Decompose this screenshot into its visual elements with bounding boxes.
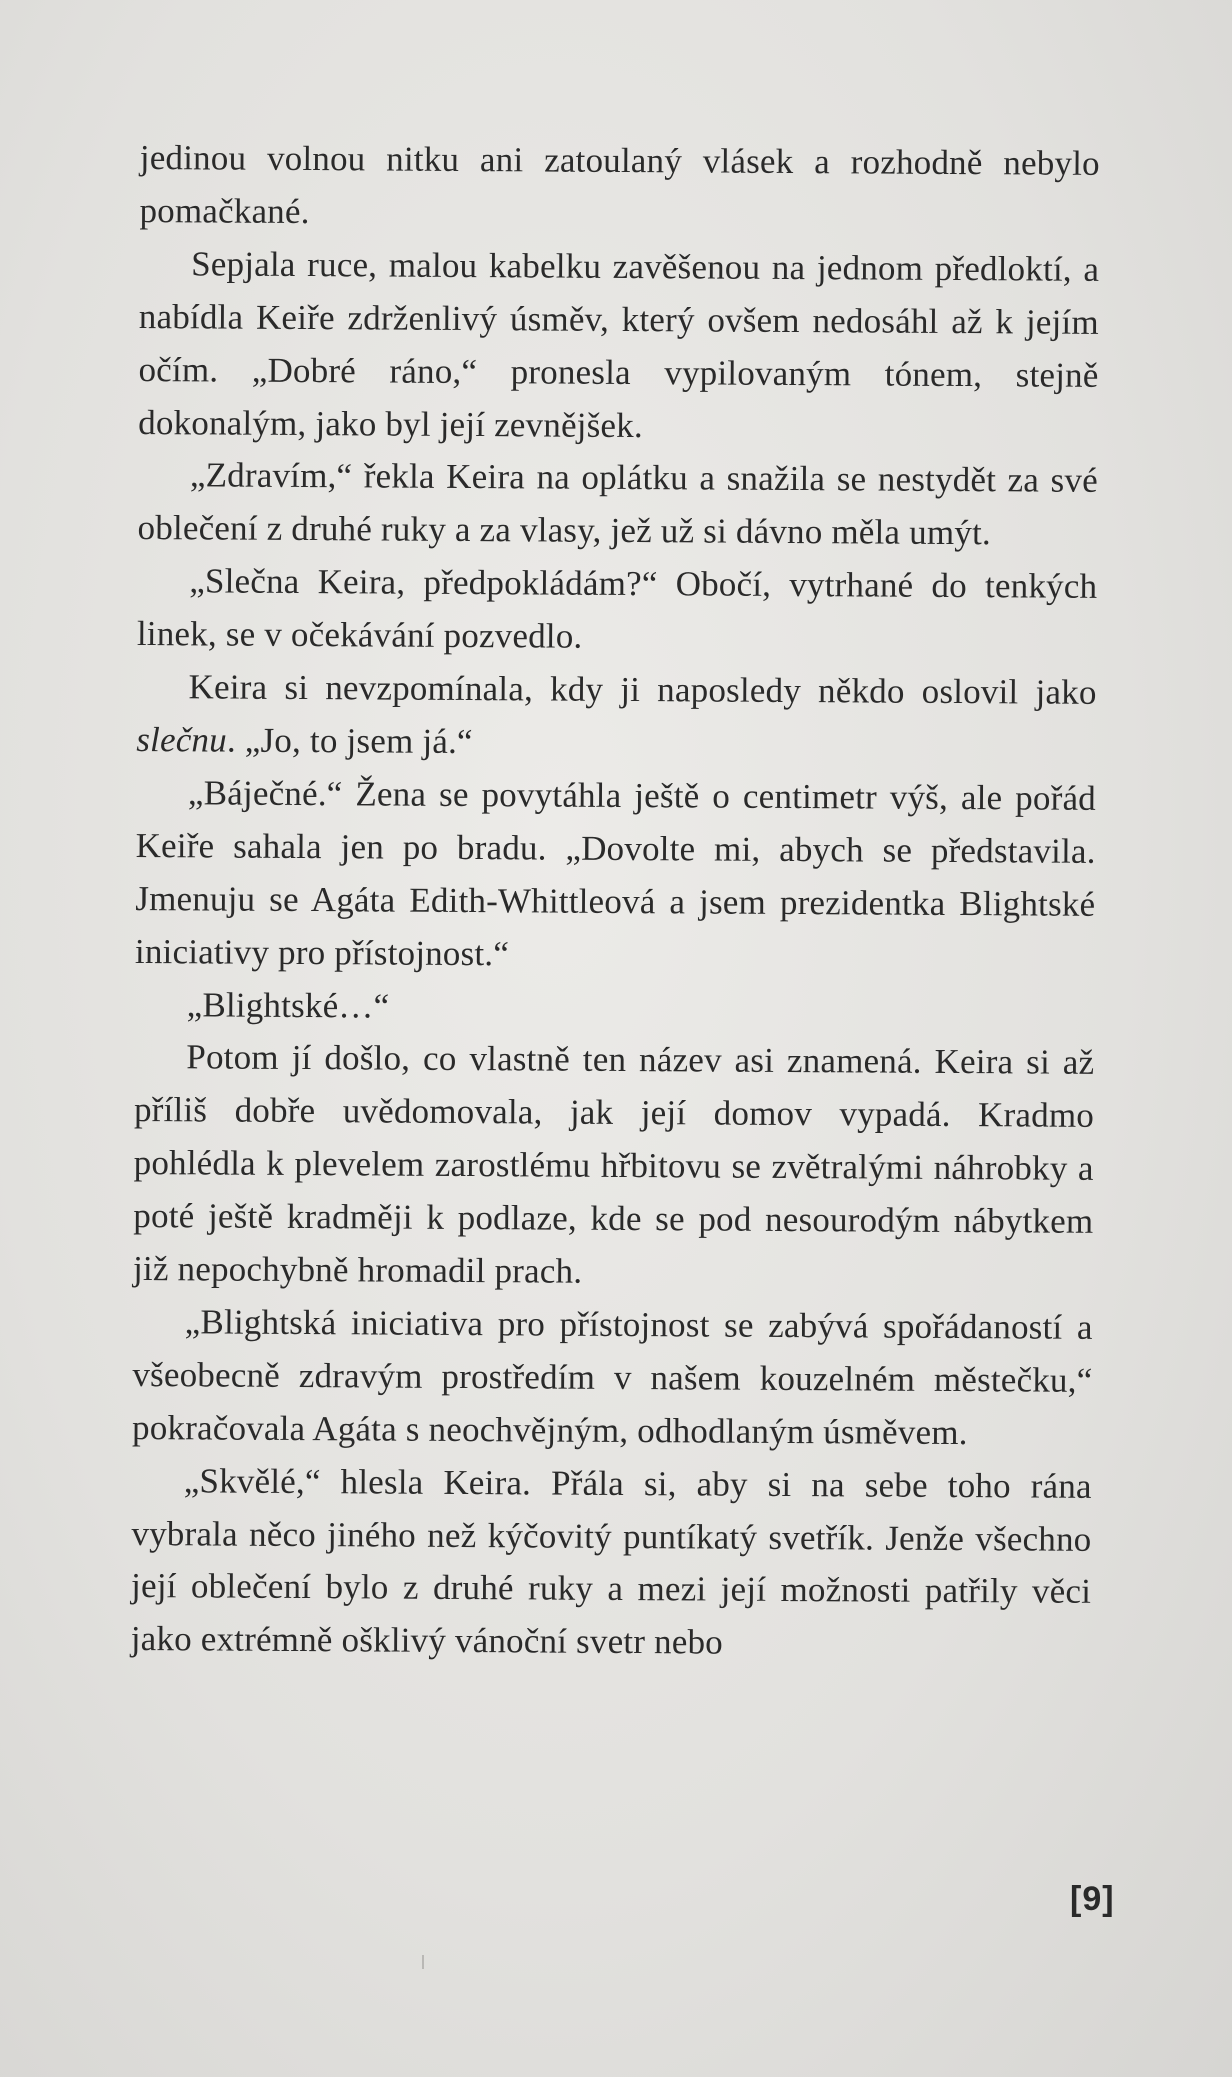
paragraph-5 [136, 661, 1097, 773]
text-run: „Blightské…“ [186, 984, 390, 1026]
paragraph-2 [138, 238, 1099, 455]
paragraph-6 [135, 767, 1096, 984]
paragraph-1 [139, 132, 1100, 244]
paragraph-4 [137, 555, 1098, 667]
body-text [131, 132, 1100, 1672]
italic-text: slečnu [136, 719, 228, 760]
paper-speck [422, 1955, 424, 1969]
text-run: „Slečna Keira, předpokládám?“ Obočí, vytrhané do tenkých linek, se v očekávání pozvedlo. [136, 561, 1098, 656]
text-run: „Skvělé,“ hlesla Keira. Přála si, aby si na sebe toho rána vybrala něco jiného než kýčovitý puntíkatý svetřík. Jenže všechno její oblečení bylo z druhé ruky a mezi její možnosti patřily věci jako extrémně ošklivý vánoční svetr nebo [130, 1460, 1092, 1662]
text-run: „Báječné.“ Žena se povytáhla ještě o centimetr výš, ale pořád Keiře sahala jen po bradu. „Dovolte mi, abych se představila. Jmenuju se Agáta Edith-Whittleová a jsem prezidentka Blightské iniciativy pro přístojnost.“ [134, 773, 1097, 973]
text-run: „Blightská iniciativa pro přístojnost se zabývá spořádaností a všeobecně zdravým prostředím v našem kouzelném městečku,“ pokračovala Agáta s neochvějným, odhodlaným úsměvem. [131, 1302, 1093, 1452]
text-run: Keira si nevzpomínala, kdy ji naposledy někdo oslovil jako [188, 667, 1097, 712]
page-number: [9] [1070, 1880, 1115, 1918]
text-run: jedinou volnou nitku ani zatoulaný vlásek a rozhodně nebylo pomačkané. [139, 137, 1100, 231]
text-run: Potom jí došlo, co vlastně ten název asi znamená. Keira si až příliš dobře uvědomovala, jak její domov vypadá. Kradmo pohlédla k plevelem zarostlému hřbitovu se zvětralými náhrobky a poté ještě kradměji k podlaze, kde se pod nesourodým nábytkem již nepochybně hromadil prach. [132, 1037, 1095, 1291]
paragraph-9 [132, 1296, 1093, 1461]
text-run: Sepjala ruce, malou kabelku zavěšenou na jednom předloktí, a nabídla Keiře zdrženlivý úsměv, který ovšem nedosáhl až k jejím očím. „Dobré ráno,“ pronesla vypilovaným tónem, stejně dokonalým, jako byl její zevnějšek. [138, 244, 1100, 445]
text-run: „Zdravím,“ řekla Keira na oplátku a snažila se nestydět za své oblečení z druhé ruky a za vlasy, jež už si dávno měla umýt. [137, 455, 1099, 553]
paragraph-10 [131, 1455, 1092, 1672]
paragraph-3 [137, 449, 1098, 561]
paragraph-8 [133, 1031, 1095, 1301]
text-run: . „Jo, to jsem já.“ [226, 720, 473, 762]
paragraph-7 [135, 978, 1095, 1037]
